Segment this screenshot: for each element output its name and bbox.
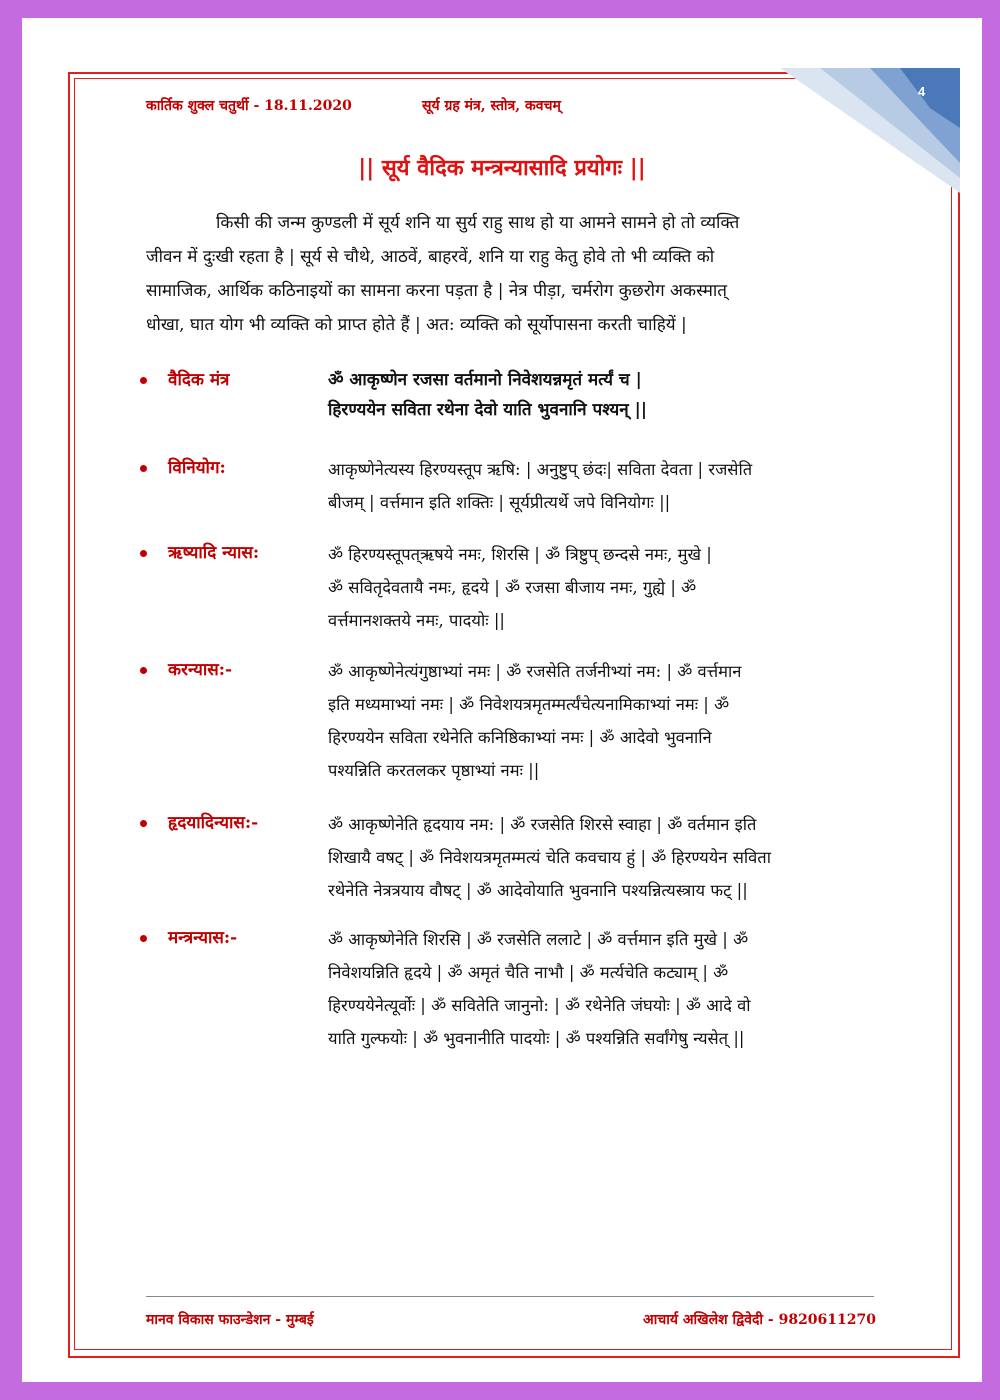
intro-line: जीवन में दुःखी रहता है | सूर्य से चौथे, आठवें, बाहरवें, शनि या राहु केतु होवे तो भी व्यक्ति को: [146, 247, 715, 267]
content-line: हिरण्ययेन सविता रथेनेति कनिष्ठिकाभ्यां नमः | ॐ आदेवो भुवनानि: [328, 728, 712, 747]
item-content: [328, 923, 751, 1055]
content-line: इति मध्यमाभ्यां नमः | ॐ निवेशयत्रमृतम्मर्त्यंचेत्यनामिकाभ्यां नमः | ॐ: [328, 695, 730, 714]
content-line: शिखायै वषट् | ॐ निवेशयत्रमृतम्मत्यं चेति कवचाय हुं | ॐ हिरण्ययेन सविता: [328, 848, 771, 867]
content-line: आकृष्णेनेत्यस्य हिरण्यस्तूप ऋषि: | अनुष्टुप् छंदः| सविता देवता | रजसेति: [328, 460, 753, 479]
item-label: मन्त्रन्यास:-: [168, 928, 238, 948]
content-line: ॐ हिरण्यस्तूपत्ऋषये नमः, शिरसि | ॐ त्रिष्टुप् छन्दसे नमः, मुखे |: [328, 545, 712, 564]
item-label: वैदिक मंत्र: [168, 370, 230, 390]
footer-left: मानव विकास फाउन्डेशन - मुम्बई: [146, 1312, 314, 1328]
content-line: ॐ आकृष्णेनेति शिरसि | ॐ रजसेति ललाटे | ॐ वर्त्तमान इति मुखे | ॐ: [328, 930, 749, 949]
content-line: बीजम् | वर्त्तमान इति शक्तिः | सूर्यप्रीत्यर्थे जपे विनियोगः ||: [328, 493, 671, 512]
item-content: [328, 538, 712, 637]
intro-line: धोखा, घात योग भी व्यक्ति को प्राप्त होते हैं | अत: व्यक्ति को सूर्योपासना करती चाहियें |: [146, 315, 687, 335]
document-page: [22, 18, 982, 1382]
item-label: विनियोग:: [168, 458, 226, 478]
item-label: हृदयादिन्यास:-: [168, 813, 259, 833]
content-line: पश्यन्निति करतलकर पृष्ठाभ्यां नमः ||: [328, 761, 540, 780]
content-line: ॐ आकृष्णेनेति हृदयाय नम: | ॐ रजसेति शिरसे स्वाहा | ॐ वर्तमान इति: [328, 815, 757, 834]
bullet-icon: [140, 377, 147, 384]
bullet-icon: [140, 935, 147, 942]
intro-paragraph: [146, 206, 886, 342]
intro-line: सामाजिक, आर्थिक कठिनाइयों का सामना करना पड़ता है | नेत्र पीड़ा, चर्मरोग कुछरोग अकस्मात्: [146, 281, 727, 301]
content-line: ॐ आकृष्णेन रजसा वर्तमानो निवेशयन्नमृतं मर्त्यं च |: [328, 370, 642, 390]
content-line: हिरण्ययेनेत्यूर्वोः | ॐ सवितेति जानुनो: | ॐ रथेनेति जंघयोः | ॐ आदे वो: [328, 996, 751, 1015]
bullet-icon: [140, 465, 147, 472]
intro-line: किसी की जन्म कुण्डली में सूर्य शनि या सुर्य राहु साथ हो या आमने सामने हो तो व्यक्ति: [216, 213, 740, 233]
footer-right: आचार्य अखिलेश द्विवेदी - 9820611270: [643, 1312, 876, 1328]
content-line: हिरण्ययेन सविता रथेना देवो याति भुवनानि पश्यन् ||: [328, 400, 647, 420]
bullet-icon: [140, 550, 147, 557]
bullet-icon: [140, 820, 147, 827]
item-content: [328, 808, 771, 907]
item-content: [328, 365, 647, 425]
item-content: [328, 453, 752, 519]
item-label: करन्यास:-: [168, 660, 233, 680]
content-line: ॐ सवितृदेवतायै नमः, हृदये | ॐ रजसा बीजाय नमः, गुह्ये | ॐ: [328, 578, 697, 597]
content-line: याति गुल्फयोः | ॐ भुवनानीति पादयोः | ॐ पश्यन्निति सर्वांगेषु न्यसेत् ||: [328, 1029, 745, 1048]
item-content: [328, 655, 741, 787]
header-topic: सूर्य ग्रह मंत्र, स्तोत्र, कवचम्: [422, 98, 561, 114]
bullet-icon: [140, 667, 147, 674]
content-line: वर्त्तमानशक्तये नमः, पादयोः ||: [328, 611, 505, 630]
item-label: ऋष्यादि न्यास:: [168, 543, 260, 563]
header-date: कार्तिक शुक्ल चतुर्थी - 18.11.2020: [146, 98, 352, 114]
page-title: || सूर्य वैदिक मन्त्रन्यासादि प्रयोगः ||: [358, 155, 646, 181]
content-line: ॐ आकृष्णेनेत्यंगुष्ठाभ्यां नमः | ॐ रजसेति तर्जनीभ्यां नम: | ॐ वर्त्तमान: [328, 662, 742, 681]
footer-divider: [146, 1296, 874, 1297]
content-line: रथेनेति नेत्रत्रयाय वौषट् | ॐ आदेवोयाति भुवनानि पश्यन्नित्यस्त्राय फट् ||: [328, 881, 748, 900]
content-line: निवेशयन्निति हृदये | ॐ अमृतं चैति नाभौ | ॐ मर्त्यचेति कट्याम् | ॐ: [328, 963, 729, 982]
page-number: 4: [918, 84, 926, 99]
